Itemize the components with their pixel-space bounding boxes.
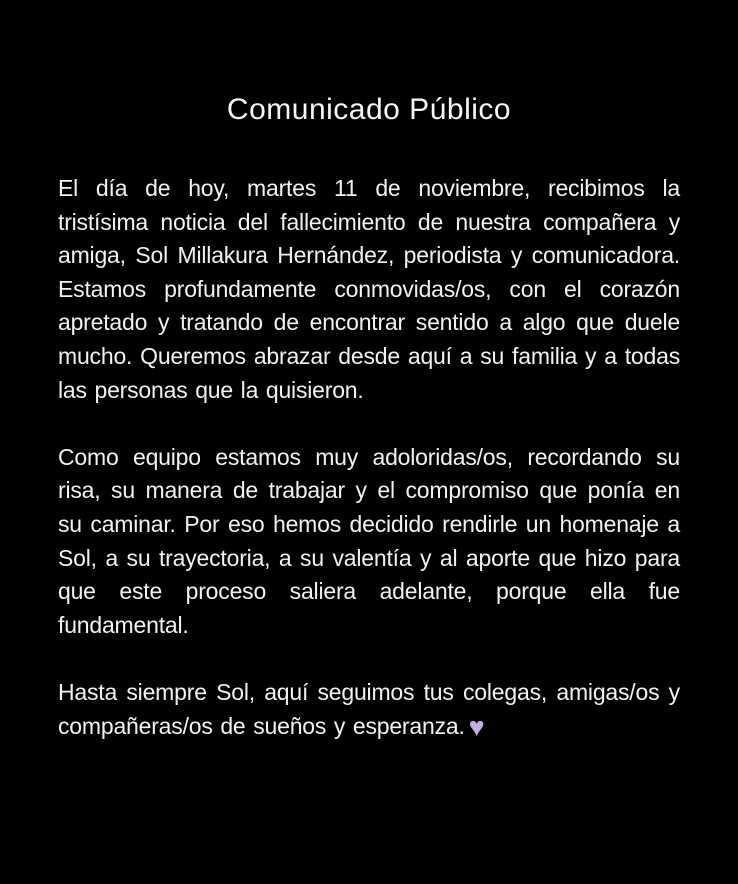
page-title: Comunicado Público <box>226 93 512 126</box>
purple-heart-icon: ♥ <box>468 711 485 742</box>
paragraph-homage: Como equipo estamos muy adoloridas/os, recordando su risa, su manera de trabajar y el compromiso que ponía en su caminar. Por eso hemos decidido rendirle un homenaje a Sol, a su trayectoria, a su valentía y al aporte que hizo para que este proceso saliera adelante, porque ella fue fundamental. <box>58 443 680 638</box>
paragraph-farewell <box>58 676 680 743</box>
paragraph-announcement: El día de hoy, martes 11 de noviembre, recibimos la tristísima noticia del fallecimiento de nuestra compañera y amiga, Sol Millakura Hernández, periodista y comunicadora. Estamos profundamente conmovidas/os, con el corazón apretado y tratando de encontrar sentido a algo que duele mucho. Queremos abrazar desde aquí a su familia y a todas las personas que la quisieron. <box>58 175 680 403</box>
paragraph-farewell-text: Hasta siempre Sol, aquí seguimos tus colegas, amigas/os y compañeras/os de sueños y esperanza. <box>58 678 680 739</box>
